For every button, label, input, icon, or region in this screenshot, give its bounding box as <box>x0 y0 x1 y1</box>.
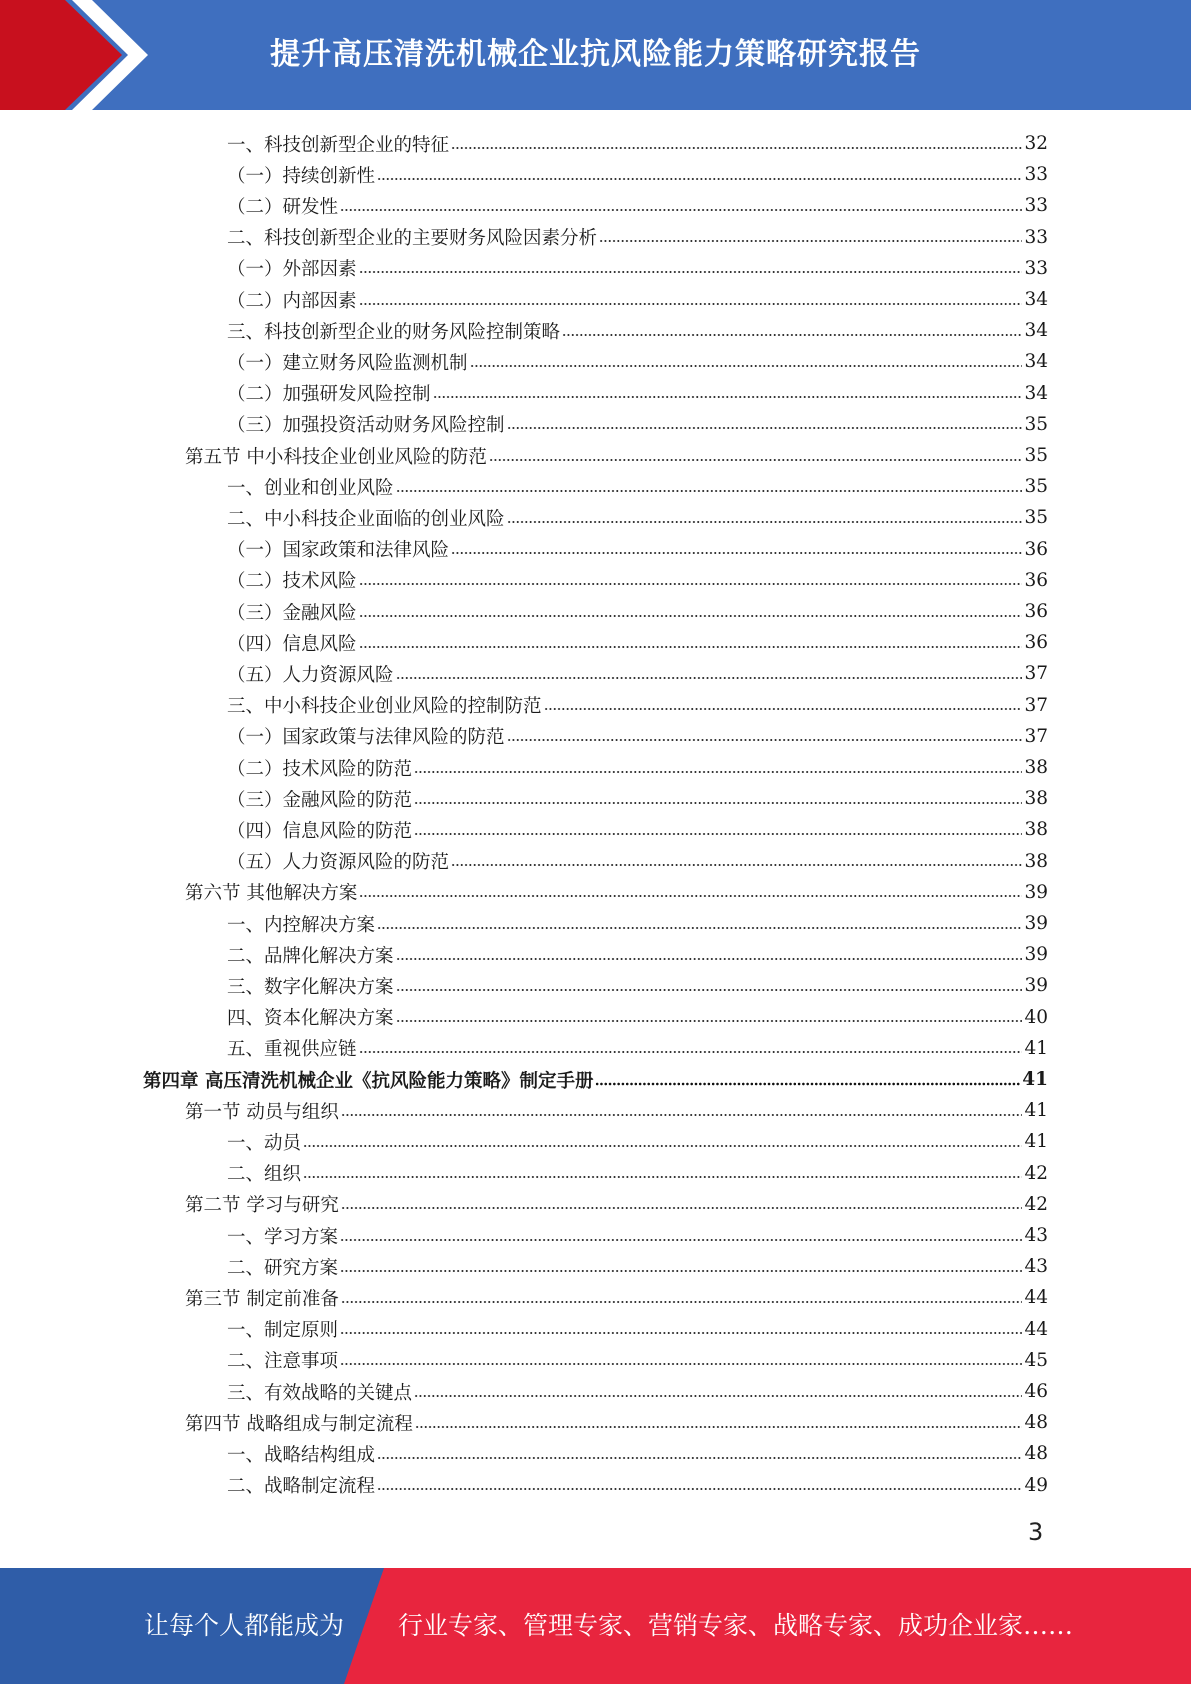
toc-entry-page: 46 <box>1024 1381 1048 1402</box>
toc-entry-page: 44 <box>1024 1318 1048 1340</box>
toc-entry[interactable] <box>227 939 1048 970</box>
toc-entry-page: 37 <box>1024 694 1048 716</box>
toc-entry[interactable] <box>227 534 1048 565</box>
toc-entry-label: 一、内控解决方案 <box>227 914 376 936</box>
toc-entry[interactable] <box>227 1314 1048 1345</box>
toc-entry[interactable] <box>227 846 1048 877</box>
toc-dot-leader <box>414 798 1022 808</box>
toc-dot-leader <box>340 1359 1022 1369</box>
toc-entry-label: （一）持续创新性 <box>227 165 376 187</box>
toc-entry-page: 34 <box>1024 289 1048 310</box>
toc-entry-label: 二、品牌化解决方案 <box>227 945 394 967</box>
toc-entry[interactable] <box>227 1438 1048 1469</box>
toc-entry-label: 第六节 其他解决方案 <box>185 883 358 905</box>
toc-dot-leader <box>359 642 1023 652</box>
toc-dot-leader <box>489 455 1023 465</box>
toc-dot-leader <box>595 1079 1020 1089</box>
toc-entry-label: 三、中小科技企业创业风险的控制防范 <box>227 696 542 718</box>
toc-entry-page: 38 <box>1024 757 1048 778</box>
toc-entry-label: 三、科技创新型企业的财务风险控制策略 <box>227 321 561 343</box>
toc-entry-label: （一）国家政策与法律风险的防范 <box>227 727 505 749</box>
toc-entry-label: （二）研发性 <box>227 196 339 218</box>
toc-entry-page: 36 <box>1024 632 1048 654</box>
toc-entry-page: 48 <box>1024 1443 1048 1465</box>
page-footer <box>0 1568 1191 1684</box>
toc-entry-page: 36 <box>1024 569 1048 591</box>
toc-entry-label: 一、战略结构组成 <box>227 1444 376 1466</box>
toc-dot-leader <box>359 891 1022 901</box>
toc-entry-label: 二、科技创新型企业的主要财务风险因素分析 <box>227 228 598 250</box>
toc-entry-page: 35 <box>1024 445 1048 466</box>
toc-entry-page: 45 <box>1024 1349 1048 1371</box>
toc-entry[interactable] <box>227 502 1048 533</box>
toc-entry[interactable] <box>227 190 1048 221</box>
toc-entry[interactable] <box>227 1158 1048 1189</box>
toc-entry[interactable] <box>227 284 1048 315</box>
toc-dot-leader <box>359 611 1023 621</box>
toc-entry-label: 二、组织 <box>227 1164 302 1186</box>
toc-entry[interactable] <box>185 877 1048 908</box>
toc-entry[interactable] <box>227 159 1048 190</box>
toc-entry-page: 41 <box>1022 1069 1048 1090</box>
toc-entry[interactable] <box>227 1376 1048 1407</box>
toc-dot-leader <box>599 236 1022 246</box>
toc-dot-leader <box>396 1016 1023 1026</box>
toc-entry-label: 一、科技创新型企业的特征 <box>227 134 450 156</box>
toc-entry-label: 第二节 学习与研究 <box>185 1195 339 1217</box>
toc-entry[interactable] <box>227 1220 1048 1251</box>
toc-entry-label: （五）人力资源风险 <box>227 664 394 686</box>
toc-entry[interactable] <box>227 814 1048 845</box>
page-header <box>0 0 1191 110</box>
toc-entry[interactable] <box>227 1126 1048 1157</box>
toc-entry-label: （四）信息风险的防范 <box>227 820 413 842</box>
toc-entry-page: 40 <box>1024 1006 1048 1028</box>
toc-entry-label: 第一节 动员与组织 <box>185 1101 339 1123</box>
toc-dot-leader <box>303 1141 1022 1151</box>
toc-dot-leader <box>341 1297 1023 1307</box>
toc-dot-leader <box>433 392 1023 402</box>
toc-entry[interactable] <box>227 471 1048 502</box>
toc-entry-label: 二、研究方案 <box>227 1257 339 1279</box>
toc-entry-label: （三）加强投资活动财务风险控制 <box>227 415 505 437</box>
toc-entry-page: 38 <box>1024 788 1048 810</box>
toc-dot-leader <box>377 1453 1022 1463</box>
toc-entry-label: 第四章 高压清洗机械企业《抗风险能力策略》制定手册 <box>143 1070 594 1092</box>
toc-dot-leader <box>359 267 1023 277</box>
toc-entry-page: 36 <box>1024 538 1048 560</box>
toc-entry-label: 一、创业和创业风险 <box>227 477 394 499</box>
toc-dot-leader <box>507 423 1023 433</box>
toc-entry[interactable] <box>227 409 1048 440</box>
toc-entry[interactable] <box>227 346 1048 377</box>
toc-entry[interactable] <box>227 970 1048 1001</box>
toc-dot-leader <box>414 829 1022 839</box>
toc-entry-label: （五）人力资源风险的防范 <box>227 852 450 874</box>
toc-dot-leader <box>507 517 1023 527</box>
toc-entry-label: （一）建立财务风险监测机制 <box>227 352 468 374</box>
toc-entry-page: 38 <box>1024 850 1048 872</box>
toc-dot-leader <box>340 1328 1022 1338</box>
toc-dot-leader <box>359 1047 1023 1057</box>
toc-entry[interactable] <box>227 1251 1048 1282</box>
toc-entry-label: （二）内部因素 <box>227 290 357 312</box>
toc-entry-page: 39 <box>1024 881 1048 903</box>
toc-entry[interactable] <box>227 1002 1048 1033</box>
toc-entry[interactable] <box>227 783 1048 814</box>
toc-entry-page: 44 <box>1024 1287 1048 1309</box>
toc-entry-page: 33 <box>1024 226 1048 248</box>
toc-entry-label: （一）外部因素 <box>227 259 357 281</box>
toc-entry-label: （三）金融风险的防范 <box>227 789 413 811</box>
toc-dot-leader <box>396 985 1023 995</box>
toc-entry[interactable] <box>185 1282 1048 1313</box>
toc-entry-label: （四）信息风险 <box>227 633 357 655</box>
toc-entry-page: 36 <box>1024 601 1048 622</box>
toc-entry-page: 48 <box>1024 1412 1048 1434</box>
toc-entry-label: 第三节 制定前准备 <box>185 1288 339 1310</box>
toc-entry[interactable] <box>227 1345 1048 1376</box>
toc-entry-page: 34 <box>1024 351 1048 373</box>
toc-entry-label: 三、有效战略的关键点 <box>227 1382 413 1404</box>
toc-entry-page: 41 <box>1024 1131 1048 1153</box>
toc-dot-leader <box>415 1422 1023 1432</box>
toc-entry-label: （二）技术风险 <box>227 571 357 593</box>
toc-entry-label: 一、制定原则 <box>227 1320 339 1342</box>
toc-entry-label: 一、动员 <box>227 1132 302 1154</box>
toc-dot-leader <box>377 174 1022 184</box>
toc-entry-label: （一）国家政策和法律风险 <box>227 540 450 562</box>
toc-entry[interactable] <box>227 658 1048 689</box>
toc-entry-page: 33 <box>1024 164 1048 186</box>
toc-entry-label: （二）技术风险的防范 <box>227 758 413 780</box>
toc-entry[interactable] <box>227 1470 1048 1501</box>
toc-entry-page: 43 <box>1024 1256 1048 1278</box>
toc-entry[interactable] <box>227 565 1048 596</box>
toc-entry-label: 二、注意事项 <box>227 1351 339 1373</box>
toc-entry[interactable] <box>227 222 1048 253</box>
toc-entry-label: 一、学习方案 <box>227 1226 339 1248</box>
page-number: 3 <box>1028 1518 1044 1546</box>
toc-dot-leader <box>414 1391 1022 1401</box>
toc-dot-leader <box>359 579 1023 589</box>
toc-entry-page: 35 <box>1024 413 1048 435</box>
toc-dot-leader <box>396 673 1023 683</box>
toc-entry-label: 三、数字化解决方案 <box>227 976 394 998</box>
toc-dot-leader <box>341 1203 1023 1213</box>
toc-entry[interactable] <box>185 1189 1048 1220</box>
toc-entry[interactable] <box>227 315 1048 346</box>
toc-dot-leader <box>396 486 1023 496</box>
toc-entry-page: 32 <box>1024 133 1048 154</box>
toc-dot-leader <box>470 361 1023 371</box>
toc-dot-leader <box>341 1110 1023 1120</box>
toc-entry-page: 49 <box>1024 1474 1048 1496</box>
toc-entry-page: 42 <box>1024 1193 1048 1215</box>
toc-entry-label: 四、资本化解决方案 <box>227 1008 394 1030</box>
toc-entry-label: 五、重视供应链 <box>227 1039 357 1061</box>
toc-entry[interactable] <box>227 908 1048 939</box>
toc-dot-leader <box>414 767 1022 777</box>
toc-entry-page: 39 <box>1024 944 1048 966</box>
toc-entry[interactable] <box>227 1033 1048 1064</box>
toc-dot-leader <box>377 1484 1022 1494</box>
toc-dot-leader <box>507 735 1023 745</box>
toc-entry-label: 二、战略制定流程 <box>227 1476 376 1498</box>
toc-dot-leader <box>359 299 1023 309</box>
toc-entry-label: 第四节 战略组成与制定流程 <box>185 1413 413 1435</box>
toc-entry-page: 35 <box>1024 476 1048 498</box>
toc-entry[interactable] <box>185 1095 1048 1126</box>
toc-dot-leader <box>303 1172 1022 1182</box>
toc-entry[interactable] <box>143 1064 1048 1095</box>
toc-dot-leader <box>544 704 1023 714</box>
toc-entry-page: 37 <box>1024 663 1048 685</box>
toc-dot-leader <box>340 1266 1022 1276</box>
toc-entry[interactable] <box>227 128 1048 159</box>
toc-entry[interactable] <box>227 596 1048 627</box>
toc-entry-page: 37 <box>1024 725 1048 747</box>
toc-entry-page: 34 <box>1024 382 1048 404</box>
toc-dot-leader <box>340 1235 1022 1245</box>
toc-entry-page: 43 <box>1024 1225 1048 1246</box>
toc-dot-leader <box>451 143 1022 153</box>
toc-entry-label: （二）加强研发风险控制 <box>227 384 431 406</box>
toc-dot-leader <box>562 330 1022 340</box>
toc-entry-page: 42 <box>1024 1162 1048 1184</box>
toc-entry[interactable] <box>227 752 1048 783</box>
toc-entry-page: 39 <box>1024 975 1048 997</box>
toc-entry[interactable] <box>227 690 1048 721</box>
toc-entry-page: 38 <box>1024 819 1048 841</box>
toc-entry-page: 34 <box>1024 320 1048 342</box>
toc-entry[interactable] <box>227 627 1048 658</box>
toc-dot-leader <box>451 860 1022 870</box>
toc-dot-leader <box>340 205 1022 215</box>
footer-slogan-right: 行业专家、管理专家、营销专家、战略专家、成功企业家…… <box>398 1611 1074 1640</box>
toc-entry-page: 41 <box>1024 1037 1048 1059</box>
toc-entry[interactable] <box>185 1407 1048 1438</box>
toc-dot-leader <box>451 548 1022 558</box>
toc-entry-label: 二、中小科技企业面临的创业风险 <box>227 508 505 530</box>
toc-entry-page: 35 <box>1024 507 1048 529</box>
toc-entry[interactable] <box>227 721 1048 752</box>
toc-entry-page: 33 <box>1024 195 1048 217</box>
report-title: 提升高压清洗机械企业抗风险能力策略研究报告 <box>270 37 921 72</box>
toc-entry[interactable] <box>227 253 1048 284</box>
toc-entry-page: 39 <box>1024 913 1048 934</box>
toc-entry-page: 41 <box>1024 1100 1048 1122</box>
toc-entry-label: （三）金融风险 <box>227 602 357 624</box>
toc-entry-page: 33 <box>1024 257 1048 279</box>
toc-entry[interactable] <box>227 378 1048 409</box>
toc-dot-leader <box>396 954 1023 964</box>
footer-slogan-left: 让每个人都能成为 <box>144 1611 345 1640</box>
toc-entry[interactable] <box>185 440 1048 471</box>
toc-dot-leader <box>377 923 1022 933</box>
toc-entry-label: 第五节 中小科技企业创业风险的防范 <box>185 446 487 468</box>
